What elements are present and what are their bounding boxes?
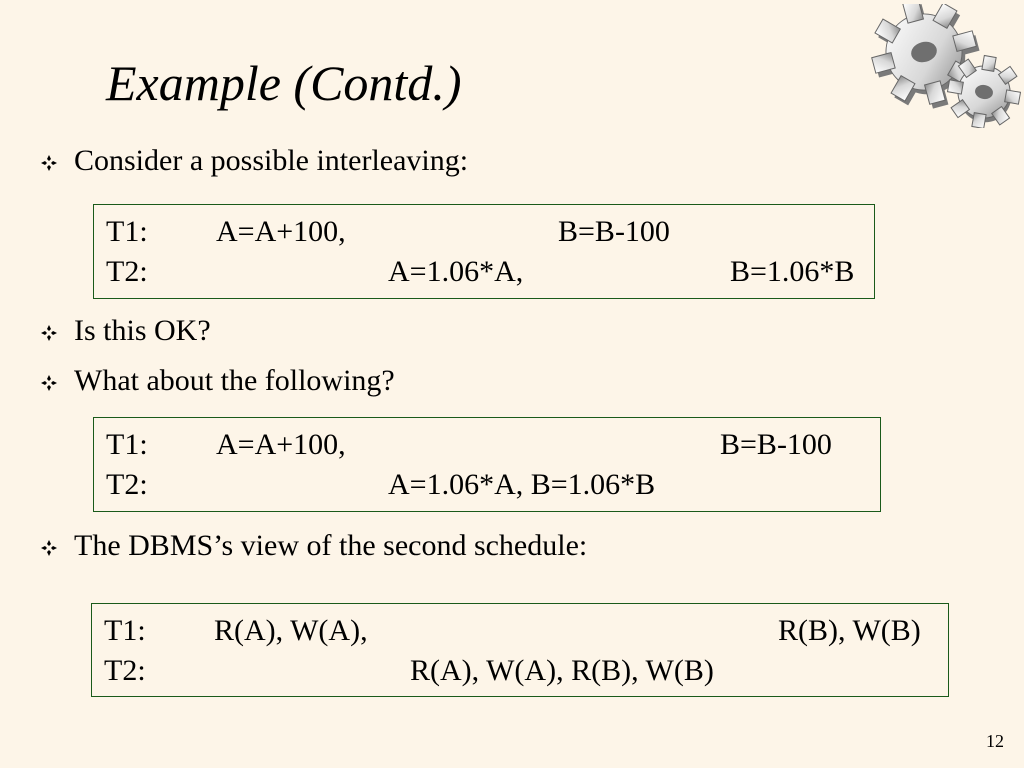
t1-label: T1: bbox=[104, 614, 146, 647]
slide-title: Example (Contd.) bbox=[106, 55, 462, 111]
bullet-text: Consider a possible interleaving: bbox=[74, 144, 469, 177]
bullet-text: The DBMS’s view of the second schedule: bbox=[74, 529, 588, 562]
schedule-box-3 bbox=[91, 603, 949, 697]
t1-action-a: A=A+100, bbox=[216, 215, 346, 248]
t2-actions: A=1.06*A, B=1.06*B bbox=[388, 468, 656, 501]
gears-icon bbox=[862, 4, 1024, 128]
t2-action-a: A=1.06*A, bbox=[388, 255, 524, 288]
t1-label: T1: bbox=[106, 428, 148, 461]
t2-label: T2: bbox=[104, 654, 146, 687]
bullet-item bbox=[40, 316, 211, 346]
bullet-item bbox=[40, 531, 587, 561]
t2-label: T2: bbox=[106, 468, 148, 501]
page-number: 12 bbox=[986, 731, 1004, 751]
diamond-bullet-icon bbox=[40, 539, 58, 557]
t1-action-b: R(B), W(B) bbox=[778, 614, 921, 647]
t2-action-b: B=1.06*B bbox=[730, 255, 855, 288]
t2-actions: R(A), W(A), R(B), W(B) bbox=[410, 654, 714, 687]
bullet-text: What about the following? bbox=[74, 364, 395, 397]
bullet-item bbox=[40, 146, 468, 176]
t1-action-a: R(A), W(A), bbox=[214, 614, 368, 647]
t2-label: T2: bbox=[106, 255, 148, 288]
t1-action-a: A=A+100, bbox=[216, 428, 346, 461]
t1-label: T1: bbox=[106, 215, 148, 248]
diamond-bullet-icon bbox=[40, 324, 58, 342]
diamond-bullet-icon bbox=[40, 374, 58, 392]
bullet-item bbox=[40, 366, 395, 396]
t1-action-b: B=B-100 bbox=[558, 215, 670, 248]
schedule-box-1 bbox=[93, 204, 875, 299]
bullet-text: Is this OK? bbox=[74, 314, 211, 347]
schedule-box-2 bbox=[93, 417, 881, 512]
t1-action-b: B=B-100 bbox=[720, 428, 832, 461]
diamond-bullet-icon bbox=[40, 154, 58, 172]
